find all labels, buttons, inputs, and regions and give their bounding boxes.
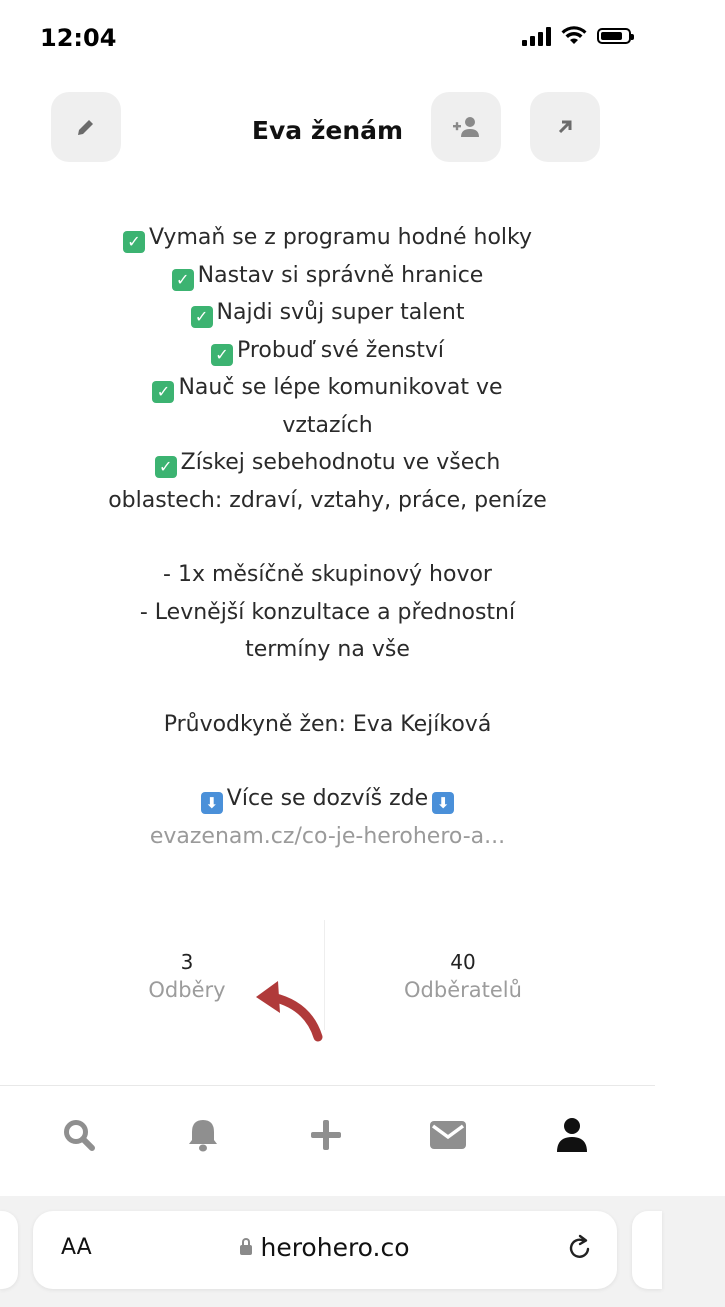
clipped-line — [40, 160, 615, 182]
list-item-continued: vztazích — [282, 412, 373, 438]
text-size-button[interactable]: AA — [61, 1235, 92, 1260]
nav-search[interactable] — [44, 1100, 114, 1170]
signal-icon — [522, 26, 551, 46]
wifi-icon — [561, 26, 587, 46]
check-icon: ✓ — [155, 456, 177, 478]
list-item: ✓ Získej sebehodnotu ve všech — [40, 444, 615, 482]
nav-messages[interactable] — [413, 1100, 483, 1170]
list-item: ✓ Najdi svůj super talent — [40, 294, 615, 332]
status-icons — [522, 26, 631, 46]
check-icon: ✓ — [191, 306, 213, 328]
list-item: ✓ Probuď své ženství — [40, 332, 615, 370]
list-item: ✓ Nastav si správně hranice — [40, 257, 615, 295]
previous-tab-preview[interactable] — [0, 1211, 18, 1289]
subscriptions-count: 3 — [180, 950, 194, 974]
nav-create[interactable] — [291, 1100, 361, 1170]
profile-icon — [555, 1117, 589, 1153]
benefit-line-continued: termíny na vše — [245, 637, 410, 662]
check-icon: ✓ — [123, 231, 145, 253]
arrow-up-right-icon — [555, 117, 575, 137]
reload-icon[interactable] — [565, 1233, 595, 1263]
down-arrow-icon: ⬇ — [432, 792, 454, 814]
url-domain[interactable]: herohero.co — [33, 1233, 617, 1262]
profile-header — [0, 90, 655, 164]
search-icon — [62, 1118, 96, 1152]
lock-icon — [240, 1245, 252, 1255]
address-bar[interactable] — [33, 1211, 617, 1289]
list-item: ✓ Vymaň se z programu hodné holky — [40, 219, 615, 257]
nav-notifications[interactable] — [168, 1100, 238, 1170]
subscribers-label: Odběratelů — [404, 978, 522, 1002]
list-item: ✓ Nauč se lépe komunikovat ve — [40, 369, 615, 407]
next-tab-preview[interactable] — [632, 1211, 662, 1289]
annotation-arrow-icon — [250, 975, 330, 1045]
check-icon: ✓ — [172, 269, 194, 291]
add-friend-button[interactable] — [431, 92, 501, 162]
subscribers-stat[interactable] — [363, 950, 563, 1002]
bell-icon — [187, 1117, 219, 1153]
status-bar — [0, 0, 655, 80]
down-arrow-icon: ⬇ — [201, 792, 223, 814]
share-button[interactable] — [530, 92, 600, 162]
guide-line: Průvodkyně žen: Eva Kejíková — [163, 711, 492, 737]
status-time: 12:04 — [40, 24, 117, 52]
more-info-line: ⬇ Více se dozvíš zde ⬇ — [40, 780, 615, 818]
bottom-nav — [0, 1100, 655, 1180]
page-title: Eva ženám — [251, 116, 404, 145]
mail-icon — [429, 1120, 467, 1150]
list-item-continued: oblastech: zdraví, vztahy, práce, peníze — [108, 487, 547, 513]
check-icon: ✓ — [152, 381, 174, 403]
nav-profile[interactable] — [537, 1100, 607, 1170]
subscriptions-label: Odběry — [148, 978, 226, 1002]
subscribers-count: 40 — [450, 950, 476, 974]
benefit-line: - 1x měsíčně skupinový hovor — [163, 562, 492, 587]
nav-divider — [0, 1085, 655, 1086]
website-link[interactable]: evazenam.cz/co-je-herohero-a... — [149, 823, 506, 849]
plus-icon — [309, 1118, 343, 1152]
add-user-icon — [451, 116, 481, 138]
profile-description — [40, 160, 615, 855]
check-icon: ✓ — [211, 344, 233, 366]
battery-icon — [597, 28, 631, 44]
benefit-line: - Levnější konzultace a přednostní — [139, 599, 516, 625]
